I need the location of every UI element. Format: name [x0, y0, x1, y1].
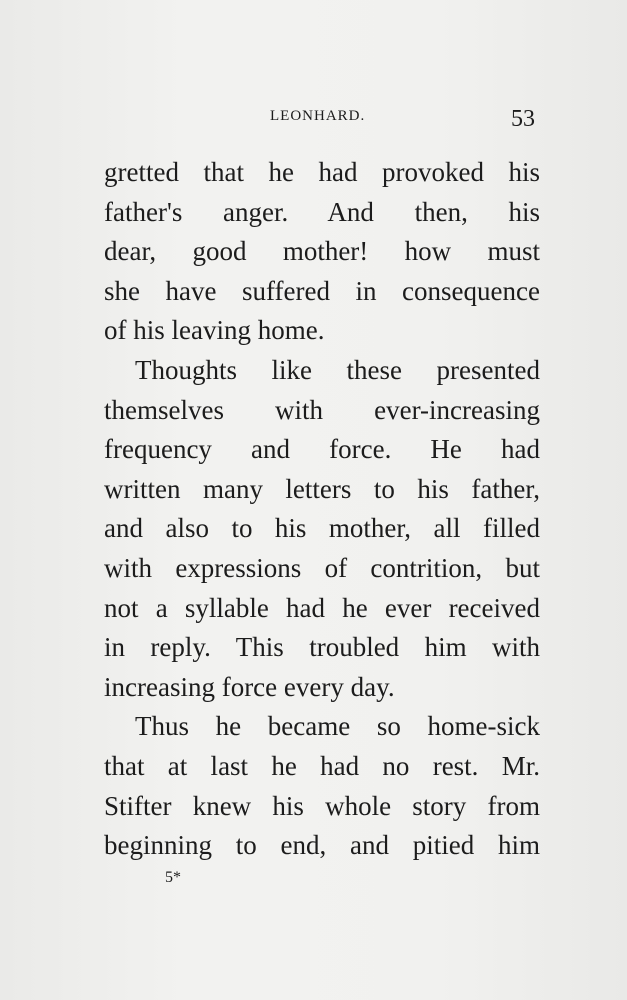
text-line: with expressions of contrition, but: [104, 552, 540, 583]
text-line: dear, good mother! how must: [104, 236, 540, 267]
text-line: written many letters to his father,: [104, 473, 540, 504]
text-line: in reply. This troubled him with: [104, 632, 540, 663]
text-line: that at last he had no rest. Mr.: [104, 750, 540, 781]
text-line: not a syllable had he ever received: [104, 592, 540, 623]
text-line: gretted that he had provoked his: [104, 157, 540, 187]
text-line: themselves with ever-increasing: [104, 394, 540, 425]
paragraph: [104, 351, 540, 707]
signature-mark: 5*: [165, 869, 181, 886]
text-line: of his leaving home.: [104, 315, 325, 346]
text-line: and also to his mother, all filled: [104, 513, 540, 544]
paragraph: [104, 153, 540, 351]
text-line: increasing force every day.: [104, 671, 395, 702]
text-line: father's anger. And then, his: [104, 196, 540, 227]
running-title: LEONHARD.: [270, 108, 366, 124]
text-line: Thus he became so home-sick: [135, 711, 540, 742]
text-line: Thoughts like these presented: [135, 354, 540, 385]
paragraph: [104, 707, 540, 865]
text-line: she have suffered in consequence: [104, 275, 540, 306]
text-line: beginning to end, and pitied him: [104, 830, 540, 861]
page-body: [104, 153, 540, 866]
text-line: Stifter knew his whole story from: [104, 790, 540, 821]
page-number: 53: [511, 106, 535, 132]
text-line: frequency and force. He had: [104, 434, 540, 465]
